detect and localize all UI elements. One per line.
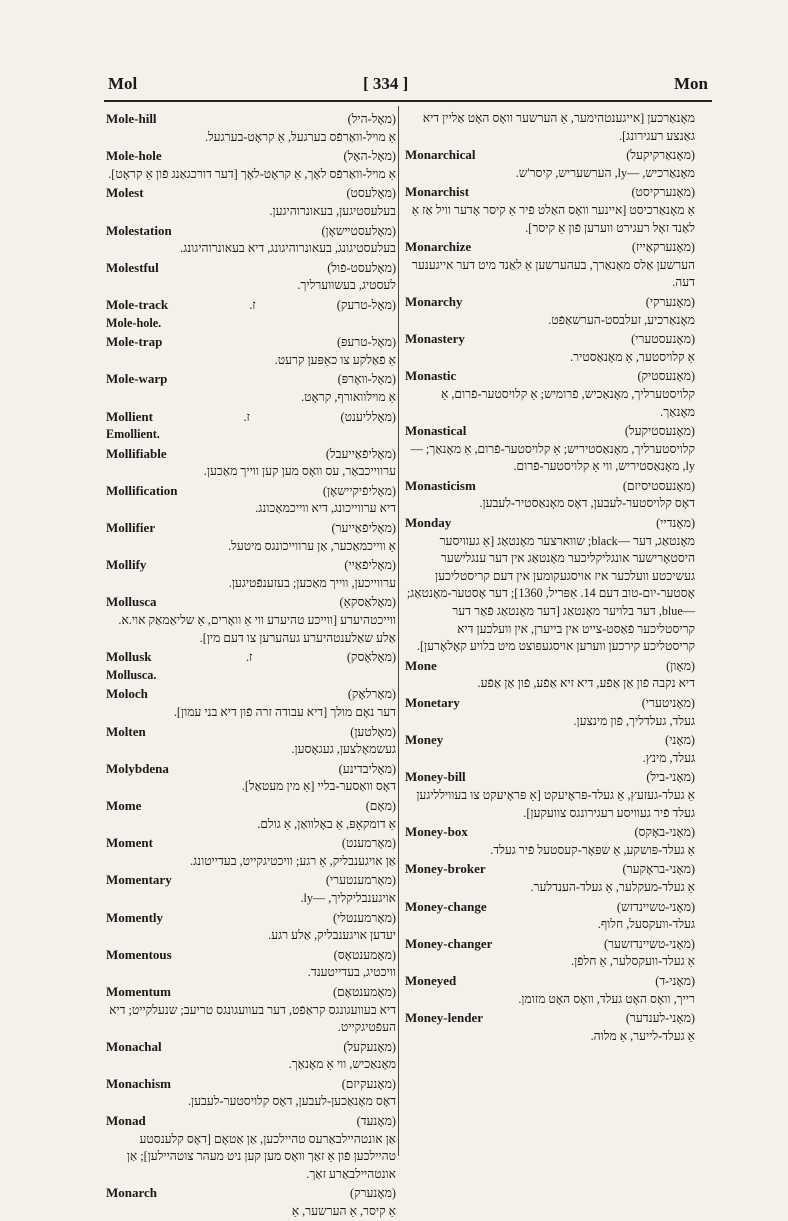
- definition: אַן אונטהיילבאַרעס טהיילכען, אַן אַטאָם [דאָס קלענסטע טהיילכען פֿון אַ זאַך וואָס מען קען ניט מעהר צוטהיילען]; אַן אונטהיילבאַרע זאַך.: [126, 1131, 396, 1181]
- definition: אַ פֿאַלקע צו כאַפּען קרעט.: [274, 352, 396, 367]
- entry-head: [106, 370, 396, 389]
- dictionary-entry: [106, 519, 396, 555]
- see-also-marker: ז.: [243, 409, 250, 424]
- headword: Mollifiable: [106, 445, 167, 461]
- entry-continuation: מאָנאַרכען [אייגענטהימער, אַ הערשער וואָס האָט אַליין דיא גאַנצע רעגירונג].: [422, 111, 695, 143]
- dictionary-entry: [106, 1075, 396, 1111]
- definition: אַ מויל-וואַרפֿס לאָך, אַ קראָט-לאָך [דער דורכגאַנג פֿון אַ קראָט].: [108, 166, 396, 181]
- dictionary-entry: [106, 871, 396, 907]
- definition: אַ געלד-לייער, אַ מלוה.: [590, 1028, 695, 1043]
- pronunciation: (מאָל-טרעפּ): [336, 335, 396, 350]
- definition: הערשען אַלס מאָנאַרך, בעהערשען אַ לאַנד מיט דער אייגענער דעה.: [411, 257, 695, 290]
- headword: Mole-track: [106, 296, 169, 312]
- dictionary-entry: [405, 972, 695, 1008]
- dictionary-entry: [106, 370, 396, 406]
- definition: אַ ווייכמאַכער, אַן ערווייכונגס מיטעל.: [228, 538, 396, 553]
- see-also-marker: ז.: [245, 650, 253, 665]
- pronunciation: (מאָרמענטערי): [325, 873, 396, 888]
- dictionary-entry: [106, 648, 396, 684]
- dictionary-entry: [106, 1038, 396, 1074]
- definition: ערווייכען, ווייך מאַכען; בעזענפֿטיגען.: [228, 575, 396, 590]
- pronunciation: (מאָרמענטלי): [333, 910, 396, 925]
- headword: Moloch: [106, 686, 148, 702]
- headword: Monday: [405, 515, 452, 531]
- definition: מאָנטאַג, דער —black; שווארצער מאָנטאַג [אַ געוויסער היסטאָרישער אונגליקליכער מאָנטאַג אין דער ענגלישער געשיכטע וועלכער איז אויסגעקומען אין דעם קריסטליכען אָסטער-יום-טוב דעם 14. אַפּריל, 1360]; דער אָסטער-מאָנטאַג; —blue, דער בלויער מאָנטאַג [דער מאָנטאַג פֿאַר דער קריסטליכער פֿאַסט-צייט אין בייערן, אין וועלכען דיא קריסטליכע קירכען ווערען אויסגעפוצט מיט בלויע קאָלאָרען].: [406, 533, 695, 654]
- dictionary-entry: [106, 685, 396, 721]
- headword: Momentous: [106, 946, 172, 962]
- entry-head: [106, 1038, 396, 1057]
- headword: Mome: [106, 797, 142, 813]
- pronunciation: (מאָנאַרקיקעל): [626, 148, 695, 163]
- dictionary-entry: [405, 860, 695, 896]
- definition: געלד-וועקסעל, חלוף.: [597, 917, 695, 932]
- entry-head: [405, 823, 695, 842]
- headword: Money-bill: [405, 769, 466, 785]
- definition: אַ קיסר, אַ הערשער, אַ: [291, 1204, 396, 1219]
- headword: Momently: [106, 909, 164, 925]
- pronunciation: (מאָלעסט): [346, 186, 396, 201]
- headword: Molten: [106, 723, 146, 739]
- pronunciation: (מאָלטען): [350, 724, 396, 739]
- entry-head: [405, 330, 695, 349]
- headword: Monarchist: [405, 184, 470, 200]
- headword: Mollusca: [106, 594, 157, 610]
- entry-head: [106, 519, 396, 538]
- entry-head: [405, 657, 695, 676]
- headword: Monetary: [405, 695, 460, 710]
- headword: Molestful: [106, 259, 159, 275]
- definition: דער נאָם מולך [דיא עבודה זרה פֿון דיא בני עמון].: [173, 705, 396, 719]
- entry-head: [106, 593, 396, 612]
- header-rule: [104, 100, 712, 102]
- dictionary-entry: [106, 147, 396, 183]
- pronunciation: (מאָל-טרעק): [336, 297, 396, 312]
- header-right-guideword: Mon: [674, 74, 708, 93]
- pronunciation: (מאָלעסט-פֿול): [327, 260, 396, 275]
- entry-head: [405, 367, 695, 386]
- dictionary-entry: [106, 333, 396, 369]
- pronunciation: (מאָנערקיסט): [631, 185, 695, 200]
- entry-head: [106, 110, 396, 129]
- definition: דאָס וואַסער-בליי [אַ מין מעטאַל].: [241, 779, 396, 794]
- pronunciation: (מאָלליענט): [340, 409, 396, 424]
- dictionary-entry: [106, 482, 396, 518]
- pronunciation: (מאָלעסטײשאָן): [321, 223, 396, 238]
- entry-head: [405, 293, 695, 312]
- pronunciation: (מאָני-ד): [655, 973, 695, 988]
- definition: געלד, געלדליך, פֿון מינצען.: [573, 713, 695, 728]
- pronunciation: (מאָון): [666, 658, 695, 673]
- pronunciation: (מאָליפֿאַייער): [331, 521, 396, 536]
- dictionary-entry: [106, 222, 396, 258]
- dictionary-entry: [405, 238, 695, 292]
- pronunciation: (מאָניטערי): [641, 696, 695, 710]
- headword: Mollification: [106, 482, 178, 498]
- definition: געשמאָלצען, געגאָסען.: [291, 742, 396, 757]
- entry-head: [106, 408, 396, 427]
- entry-head: [106, 723, 396, 742]
- entry-head: [106, 147, 396, 166]
- dictionary-entry: [106, 797, 396, 833]
- dictionary-entry: [405, 293, 695, 329]
- headword: Monarchize: [405, 239, 472, 255]
- definition: אַ געלד-געזעץ, אַ געלד-פּראָיעקט [אַ פּראָיעקט צו בעווילליגען געלד פֿיר געוויסע רעגירונגס צוועקען].: [416, 787, 695, 820]
- entry-head: [106, 871, 396, 890]
- definition: אַ מאָנאַרכיסט [איינער וואָס האַלט פֿיר אַ קיסר אָדער וויל אַז אַ לאַנד זאָל רעגירט ווערען פֿון אַ קיסר].: [411, 202, 695, 235]
- pronunciation: (מאָני-לענדער): [625, 1011, 695, 1026]
- entry-head: [106, 296, 396, 315]
- entry-head: [405, 183, 695, 202]
- entry-head: [106, 797, 396, 816]
- headword: Money-change: [405, 898, 487, 914]
- headword: Mole-warp: [106, 371, 168, 387]
- pronunciation: (מאָם): [365, 798, 396, 813]
- entry-head: [106, 909, 396, 928]
- dictionary-entry: [405, 146, 695, 182]
- entry-head: [106, 1075, 396, 1094]
- headword: Monachism: [106, 1075, 171, 1091]
- entry-head: [106, 482, 396, 501]
- dictionary-entry: [405, 898, 695, 934]
- pronunciation: (מאָני-טשיינדזש): [616, 899, 695, 914]
- headword: Money-box: [405, 824, 468, 840]
- headword: Moneyed: [405, 972, 457, 988]
- dictionary-entry: [405, 694, 695, 730]
- definition: אַ געלד-פּושקע, אַ שפּאָר-קעסטעל פֿיר געלד.: [490, 842, 695, 857]
- headword: Money: [405, 732, 444, 748]
- pronunciation: (מאָליפֿיקיישאָן): [322, 483, 396, 498]
- entry-head: [106, 445, 396, 464]
- dictionary-entry: [106, 408, 396, 444]
- entry-head: [405, 422, 695, 441]
- pronunciation: (מאָנערקי): [645, 294, 695, 309]
- pronunciation: (מאָליפֿאַיי): [344, 558, 396, 573]
- pronunciation: (מאָמענטאָם): [332, 984, 396, 999]
- entry-head: [106, 1112, 396, 1131]
- dictionary-entry: [106, 259, 396, 295]
- pronunciation: (מאָנדיי): [656, 516, 695, 531]
- headword: Molybdena: [106, 760, 169, 776]
- definition: בעלעסטיגען, בעאונרוהיגען.: [269, 203, 396, 218]
- dictionary-entry: [405, 768, 695, 822]
- headword: Monarchy: [405, 293, 463, 309]
- definition: דיא נקבה פֿון אַן אַפֿע, דיא זיא אַפֿע, פֿון אַן אַפֿע.: [477, 676, 695, 691]
- entry-head: [405, 935, 695, 954]
- dictionary-entry: [106, 983, 396, 1037]
- entry-head: [106, 184, 396, 203]
- pronunciation: (מאָל-וואָרפּ): [337, 372, 396, 387]
- dictionary-entry: [405, 823, 695, 859]
- headword: Mole-trap: [106, 334, 163, 350]
- pronunciation: (מאָני-באָקס): [634, 825, 695, 840]
- definition: ווייכטהיערע [ווייכע טהיערע ווי אַ וואָרים, אַ שליאַמאַק אוי.א. אַלע שאַלענטהיערע געהערען צו דעם מין].: [118, 613, 396, 645]
- pronunciation: (מאָני-בראָקער): [622, 862, 695, 877]
- definition: יעדען אויגענבליק, אַלע רגע.: [268, 928, 396, 943]
- pronunciation: (מאָני-ביל): [646, 770, 695, 785]
- headword: Monastic: [405, 368, 457, 384]
- dictionary-entry: [405, 935, 695, 971]
- entry-head: [405, 731, 695, 750]
- headword: Money-lender: [405, 1010, 483, 1026]
- headword: Monad: [106, 1113, 146, 1129]
- dictionary-entry: [106, 946, 396, 982]
- entry-head: [106, 685, 396, 704]
- entry-head: [405, 514, 695, 533]
- page-number: [ 334 ]: [363, 74, 409, 93]
- entry-head: [405, 694, 695, 713]
- headword: Monasticism: [405, 477, 476, 493]
- definition: מאָנאַרכיש, —ly, הערשעריש, קיסר'ש.: [515, 165, 695, 180]
- dictionary-entry: [405, 422, 695, 476]
- entry-head: [405, 146, 695, 165]
- definition: דאָס קלויסטער-לעבען, דאָס מאָנאַסטיר-לעבען.: [479, 496, 695, 511]
- pronunciation: (מאָנעסטיסיזם): [622, 478, 695, 493]
- definition: געלד, מינץ.: [642, 750, 695, 765]
- entry-head: [405, 238, 695, 257]
- dictionary-entry: [106, 445, 396, 481]
- definition: ערווייכבאַר, עס וואָס מען קען ווייך מאַכען.: [203, 464, 396, 479]
- headword: Monarch: [106, 1185, 158, 1201]
- definition: Mollusca.: [106, 667, 157, 682]
- dictionary-entry: [405, 1009, 695, 1045]
- entry-head: [106, 946, 396, 965]
- definition: קלויסטערליך, מאָנאַסטיריש; אַ קלויסטער-פֿרום, אַ מאָנאַך; —ly, מאָנאַסטיריש, ווי אַ קלויסטער-פֿרום.: [410, 441, 695, 474]
- entry-head: [405, 477, 695, 496]
- pronunciation: (מאָנערק): [349, 1186, 396, 1201]
- headword: Mone: [405, 657, 437, 673]
- dictionary-entry: [405, 183, 695, 237]
- dictionary-entry: [405, 657, 695, 693]
- pronunciation: (מאָמענטאָס): [333, 947, 396, 962]
- entry-head: [405, 860, 695, 879]
- pronunciation: (מאָליבדינע): [338, 761, 396, 776]
- right-column: [405, 110, 695, 1160]
- dictionary-entry: [106, 593, 396, 647]
- headword: Mollify: [106, 557, 147, 573]
- entry-head: [405, 972, 695, 991]
- entry-head: [405, 1009, 695, 1028]
- dictionary-entry: [106, 556, 396, 592]
- dictionary-entry: [106, 1112, 396, 1183]
- definition: מאָנאַכיש, ווי אַ מאָנאַך.: [288, 1057, 396, 1072]
- dictionary-entry: [106, 760, 396, 796]
- dictionary-entry: [106, 909, 396, 945]
- pronunciation: (מאָנערקאַייז): [631, 240, 695, 255]
- entry-head: [106, 259, 396, 278]
- headword: Monastical: [405, 423, 467, 439]
- pronunciation: (מאָני): [665, 733, 695, 748]
- dictionary-entry: [106, 184, 396, 220]
- pronunciation: (מאָלאַסקאַ): [339, 595, 396, 610]
- dictionary-entry: [405, 110, 695, 145]
- headword: Molest: [106, 185, 144, 201]
- pronunciation: (מאָל-היל): [347, 112, 396, 126]
- entry-head: [106, 983, 396, 1002]
- definition: אַ דומקאָפּ, אַ באָלוואַן, אַ גולם.: [257, 816, 396, 831]
- definition: וויכטיג, בעדייטענד.: [307, 965, 396, 980]
- headword: Momentum: [106, 983, 171, 999]
- headword: Money-changer: [405, 935, 493, 951]
- entry-head: [106, 556, 396, 575]
- see-also-marker: ז.: [249, 297, 256, 312]
- entry-head: [106, 1184, 396, 1203]
- definition: מאָנאַרכיע, זעלבסט-הערשאַפֿט.: [548, 312, 695, 327]
- dictionary-entry: [405, 330, 695, 366]
- pronunciation: (מאָנעקיזם): [341, 1076, 396, 1091]
- entry-head: [405, 768, 695, 787]
- dictionary-entry: [405, 514, 695, 656]
- pronunciation: (מאָליפֿאַייעבל): [325, 446, 396, 461]
- entry-head: [106, 834, 396, 853]
- headword: Mollifier: [106, 520, 156, 536]
- definition: אויגענבליקליך, —ly.: [300, 890, 396, 905]
- dictionary-entry: [405, 477, 695, 513]
- dictionary-entry: [106, 296, 396, 332]
- dictionary-entry: [106, 110, 396, 146]
- pronunciation: (מאָרלאָק): [347, 687, 396, 702]
- headword: Mollient: [106, 408, 153, 424]
- column-divider: [398, 106, 399, 1156]
- headword: Mole-hill: [106, 111, 157, 126]
- headword: Monastery: [405, 331, 465, 347]
- pronunciation: (מאָנעסטיקעל): [624, 424, 695, 439]
- pronunciation: (מאָנעסטיק): [637, 369, 695, 384]
- pronunciation: (מאָנעקעל): [343, 1039, 396, 1054]
- dictionary-entry: [405, 367, 695, 421]
- pronunciation: (מאָני-טשיינדזשער): [604, 936, 695, 951]
- definition: רייך, וואָס האָט געלד, וואָס האָט מזומן.: [518, 991, 695, 1006]
- header-left-guideword: Mol: [108, 74, 138, 93]
- definition: בעלעסטיגונג, בעאונרוהיגונג, דיא בעאונרוהיגונג.: [180, 241, 396, 256]
- entry-head: [405, 898, 695, 917]
- pronunciation: (מאָנעד): [356, 1114, 396, 1129]
- definition: Emollient.: [106, 427, 160, 442]
- pronunciation: (מאָלאָסק): [346, 650, 396, 665]
- dictionary-entry: [405, 731, 695, 767]
- definition: Mole-hole.: [106, 315, 162, 330]
- pronunciation: (מאָל-האָל): [343, 149, 396, 164]
- pronunciation: (מאָרמענט): [341, 836, 396, 851]
- headword: Moment: [106, 835, 153, 851]
- definition: דיא ערווייכונג, דיא ווייכמאַכונג.: [255, 501, 396, 516]
- headword: Momentary: [106, 872, 172, 888]
- headword: Money-broker: [405, 861, 486, 877]
- dictionary-entry: [106, 1184, 396, 1220]
- dictionary-entry: [106, 723, 396, 759]
- definition: אַ מוילוואורף, קראָט.: [301, 389, 396, 404]
- entry-head: [106, 648, 396, 667]
- headword: Mollusk: [106, 649, 152, 665]
- headword: Mole-hole: [106, 148, 162, 164]
- definition: אַ קלויסטער, אַ מאָנאַסטיר.: [570, 349, 695, 364]
- definition: לעסטיג, בעשווערליך.: [297, 278, 396, 293]
- dictionary-entry: [106, 834, 396, 870]
- entry-head: [106, 760, 396, 779]
- entry-head: [106, 222, 396, 241]
- definition: דיא בעוועגונגס קראַפֿט, דער בעוועגונגס טריעב; שנעלקייט; דיא העפֿטיגקייט.: [109, 1002, 396, 1035]
- definition: אַן אויגענבליק, אַ רגע; וויכטיגקייט, בעדייטונג.: [190, 853, 396, 868]
- pronunciation: (מאָנעסטערי): [631, 332, 695, 347]
- definition: דאָס מאָנאַכען-לעבען, דאָס קלויסטער-לעבען.: [187, 1094, 396, 1109]
- headword: Monarchical: [405, 147, 476, 163]
- definition: אַ געלד-מעקלער, אַ געלד-הענדלער.: [530, 879, 695, 894]
- definition: קלויסטערליך, מאָנאַכיש, פֿרומיש; אַ קלויסטער-פֿרום, אַ מאָנאַך.: [441, 386, 695, 419]
- page-header: [108, 74, 708, 98]
- headword: Monachal: [106, 1038, 162, 1054]
- left-column: [106, 110, 396, 1219]
- entry-head: [106, 333, 396, 352]
- definition: אַ מויל-וואַרפֿס בערגעל, אַ קראָט-בערגעל.: [204, 129, 396, 144]
- definition: אַ געלד-וועקסלער, אַ חלפֿן.: [571, 954, 695, 969]
- headword: Molestation: [106, 222, 172, 238]
